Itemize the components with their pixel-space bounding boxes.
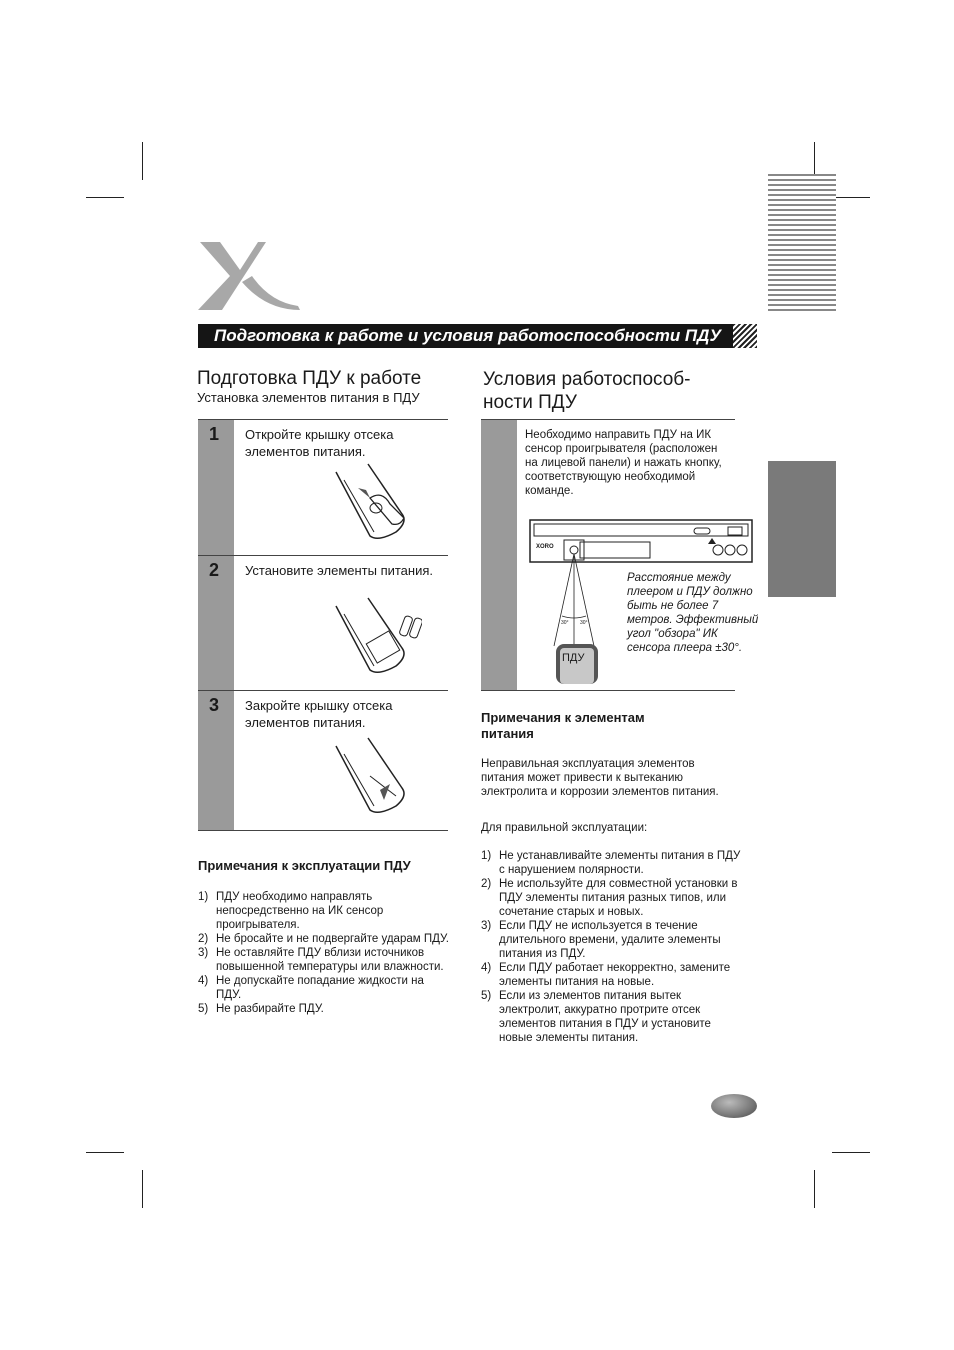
info-bar <box>481 420 517 690</box>
step-number: 1 <box>209 424 220 444</box>
crop-mark <box>814 1170 815 1208</box>
section-tab <box>768 461 836 597</box>
list-item: 4) Не допускайте попадание жидкости на ПДУ. <box>198 975 424 1001</box>
crop-mark <box>832 1152 870 1153</box>
remote-batteries-illustration <box>330 596 422 676</box>
angle-label: 30° <box>580 620 588 626</box>
right-heading-line: Условия работоспособ- <box>483 369 691 390</box>
list-item: 5) Не разбирайте ПДУ. <box>198 1003 324 1015</box>
banner-hatch <box>733 324 757 348</box>
step-number: 2 <box>209 560 220 580</box>
crop-mark <box>142 142 143 180</box>
divider <box>198 690 448 691</box>
step-text: Откройте крышку отсека элементов питания. <box>245 427 394 459</box>
brand-logo <box>196 240 306 312</box>
crop-mark <box>142 1170 143 1208</box>
battery-intro: Неправильная эксплуатация элементов питания может привести к вытеканию электролита и коррозии элементов питания. <box>481 758 719 798</box>
distance-note: Расстояние между плеером и ПДУ должно быть не более 7 метров. Эффективный угол "обзора" ИК сенсора плеера ±30°. <box>627 572 759 654</box>
left-heading: Подготовка ПДУ к работе <box>197 368 422 389</box>
battery-notes-title: Примечания к элементам питания <box>481 710 645 741</box>
angle-label: 30° <box>561 620 569 626</box>
step-text: Установите элементы питания. <box>245 563 434 578</box>
left-subheading: Установка элементов питания в ПДУ <box>197 390 420 405</box>
divider <box>198 555 448 556</box>
player-brand: XORO <box>536 544 554 550</box>
left-notes-list <box>198 890 452 1016</box>
remote-open-cover-illustration <box>330 462 420 542</box>
crop-mark <box>86 197 124 198</box>
step-number: 3 <box>209 695 220 715</box>
list-item: 3) Не оставляйте ПДУ вблизи источников повышенной температуры или влажности. <box>198 947 444 973</box>
remote-label: ПДУ <box>562 652 585 664</box>
left-notes-title: Примечания к эксплуатации ПДУ <box>198 858 411 873</box>
remote-close-cover-illustration <box>330 736 420 818</box>
ir-intro-text: Необходимо направить ПДУ на ИК сенсор проигрывателя (расположен на лицевой панели) и нажать кнопку, соответствующую необходимой команде. <box>525 429 722 497</box>
divider <box>198 830 448 831</box>
list-item: 4) Если ПДУ работает некорректно, замените элементы питания на новые. <box>481 962 731 988</box>
step-text: Закройте крышку отсека элементов питания. <box>245 698 393 730</box>
list-item: 1) ПДУ необходимо направлять непосредственно на ИК сенсор проигрывателя. <box>198 891 384 931</box>
divider <box>198 419 448 420</box>
list-item: 1) Не устанавливайте элементы питания в ПДУ с нарушением полярности. <box>481 850 741 876</box>
divider <box>481 690 735 691</box>
battery-notes-list <box>481 849 743 1045</box>
crop-mark <box>86 1152 124 1153</box>
right-heading-line: ности ПДУ <box>483 392 577 413</box>
list-item: 5) Если из элементов питания вытек электролит, аккуратно протрите отсек элементов питания в ПДУ и установите новые элементы питания. <box>481 990 711 1044</box>
right-heading <box>483 368 691 414</box>
divider <box>481 419 735 420</box>
step-bar <box>198 420 234 830</box>
section-banner: Подготовка к работе и условия работоспособности ПДУ <box>198 324 734 348</box>
crop-mark <box>832 197 870 198</box>
list-item: 2) Не бросайте и не подвергайте ударам ПДУ. <box>198 933 449 945</box>
battery-intro-2: Для правильной эксплуатации: <box>481 822 648 834</box>
list-item: 2) Не используйте для совместной установки в ПДУ элементы питания разных типов, или сочетание старых и новых. <box>481 878 738 918</box>
decorative-stripes <box>768 174 836 314</box>
list-item: 3) Если ПДУ не используется в течение длительного времени, удалите элементы питания из ПДУ. <box>481 920 721 960</box>
page-number-badge <box>711 1094 757 1118</box>
